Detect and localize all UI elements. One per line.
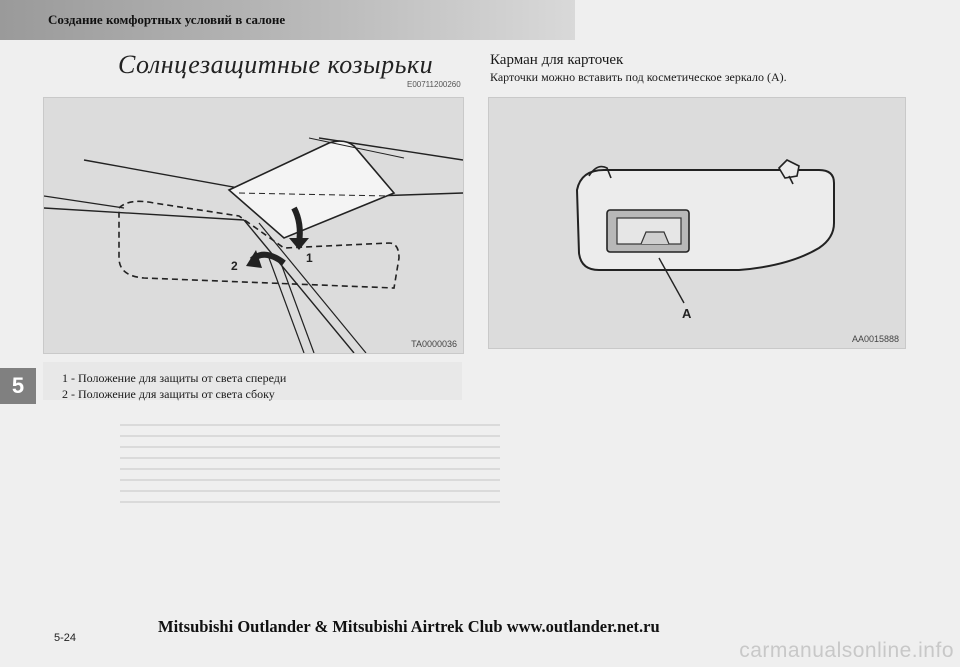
footer-club-link[interactable]: Mitsubishi Outlander & Mitsubishi Airtrek Club www.outlander.net.ru <box>158 617 660 636</box>
caption-1: 1 - Положение для защиты от света спереди <box>62 371 287 385</box>
page-header-title: Создание комфортных условий в салоне <box>48 12 286 27</box>
card-pocket-drawing <box>489 98 905 348</box>
figure-label-1: 1 <box>306 251 313 265</box>
bleed-through-text <box>120 415 500 510</box>
figure-code-right: AA0015888 <box>851 334 899 344</box>
card-pocket-description: Карточки можно вставить под косметическое зеркало (A). <box>490 70 787 84</box>
section-title-sun-visors: Солнцезащитные козырьки <box>118 50 434 79</box>
section-title-card-pocket: Карман для карточек <box>490 52 624 68</box>
card-pocket-illustration <box>488 97 906 349</box>
figure-label-a: A <box>682 306 692 321</box>
caption-2: 2 - Положение для защиты от света сбоку <box>62 387 275 401</box>
watermark: carmanualsonline.info <box>739 639 954 662</box>
chapter-tab: 5 <box>0 368 36 404</box>
figure-code-left: TA0000036 <box>411 339 457 349</box>
page-number: 5-24 <box>54 632 77 644</box>
figure-label-2: 2 <box>231 259 238 273</box>
section-code: E00711200260 <box>407 80 461 89</box>
sun-visor-drawing <box>44 98 463 353</box>
sun-visor-illustration <box>43 97 464 354</box>
